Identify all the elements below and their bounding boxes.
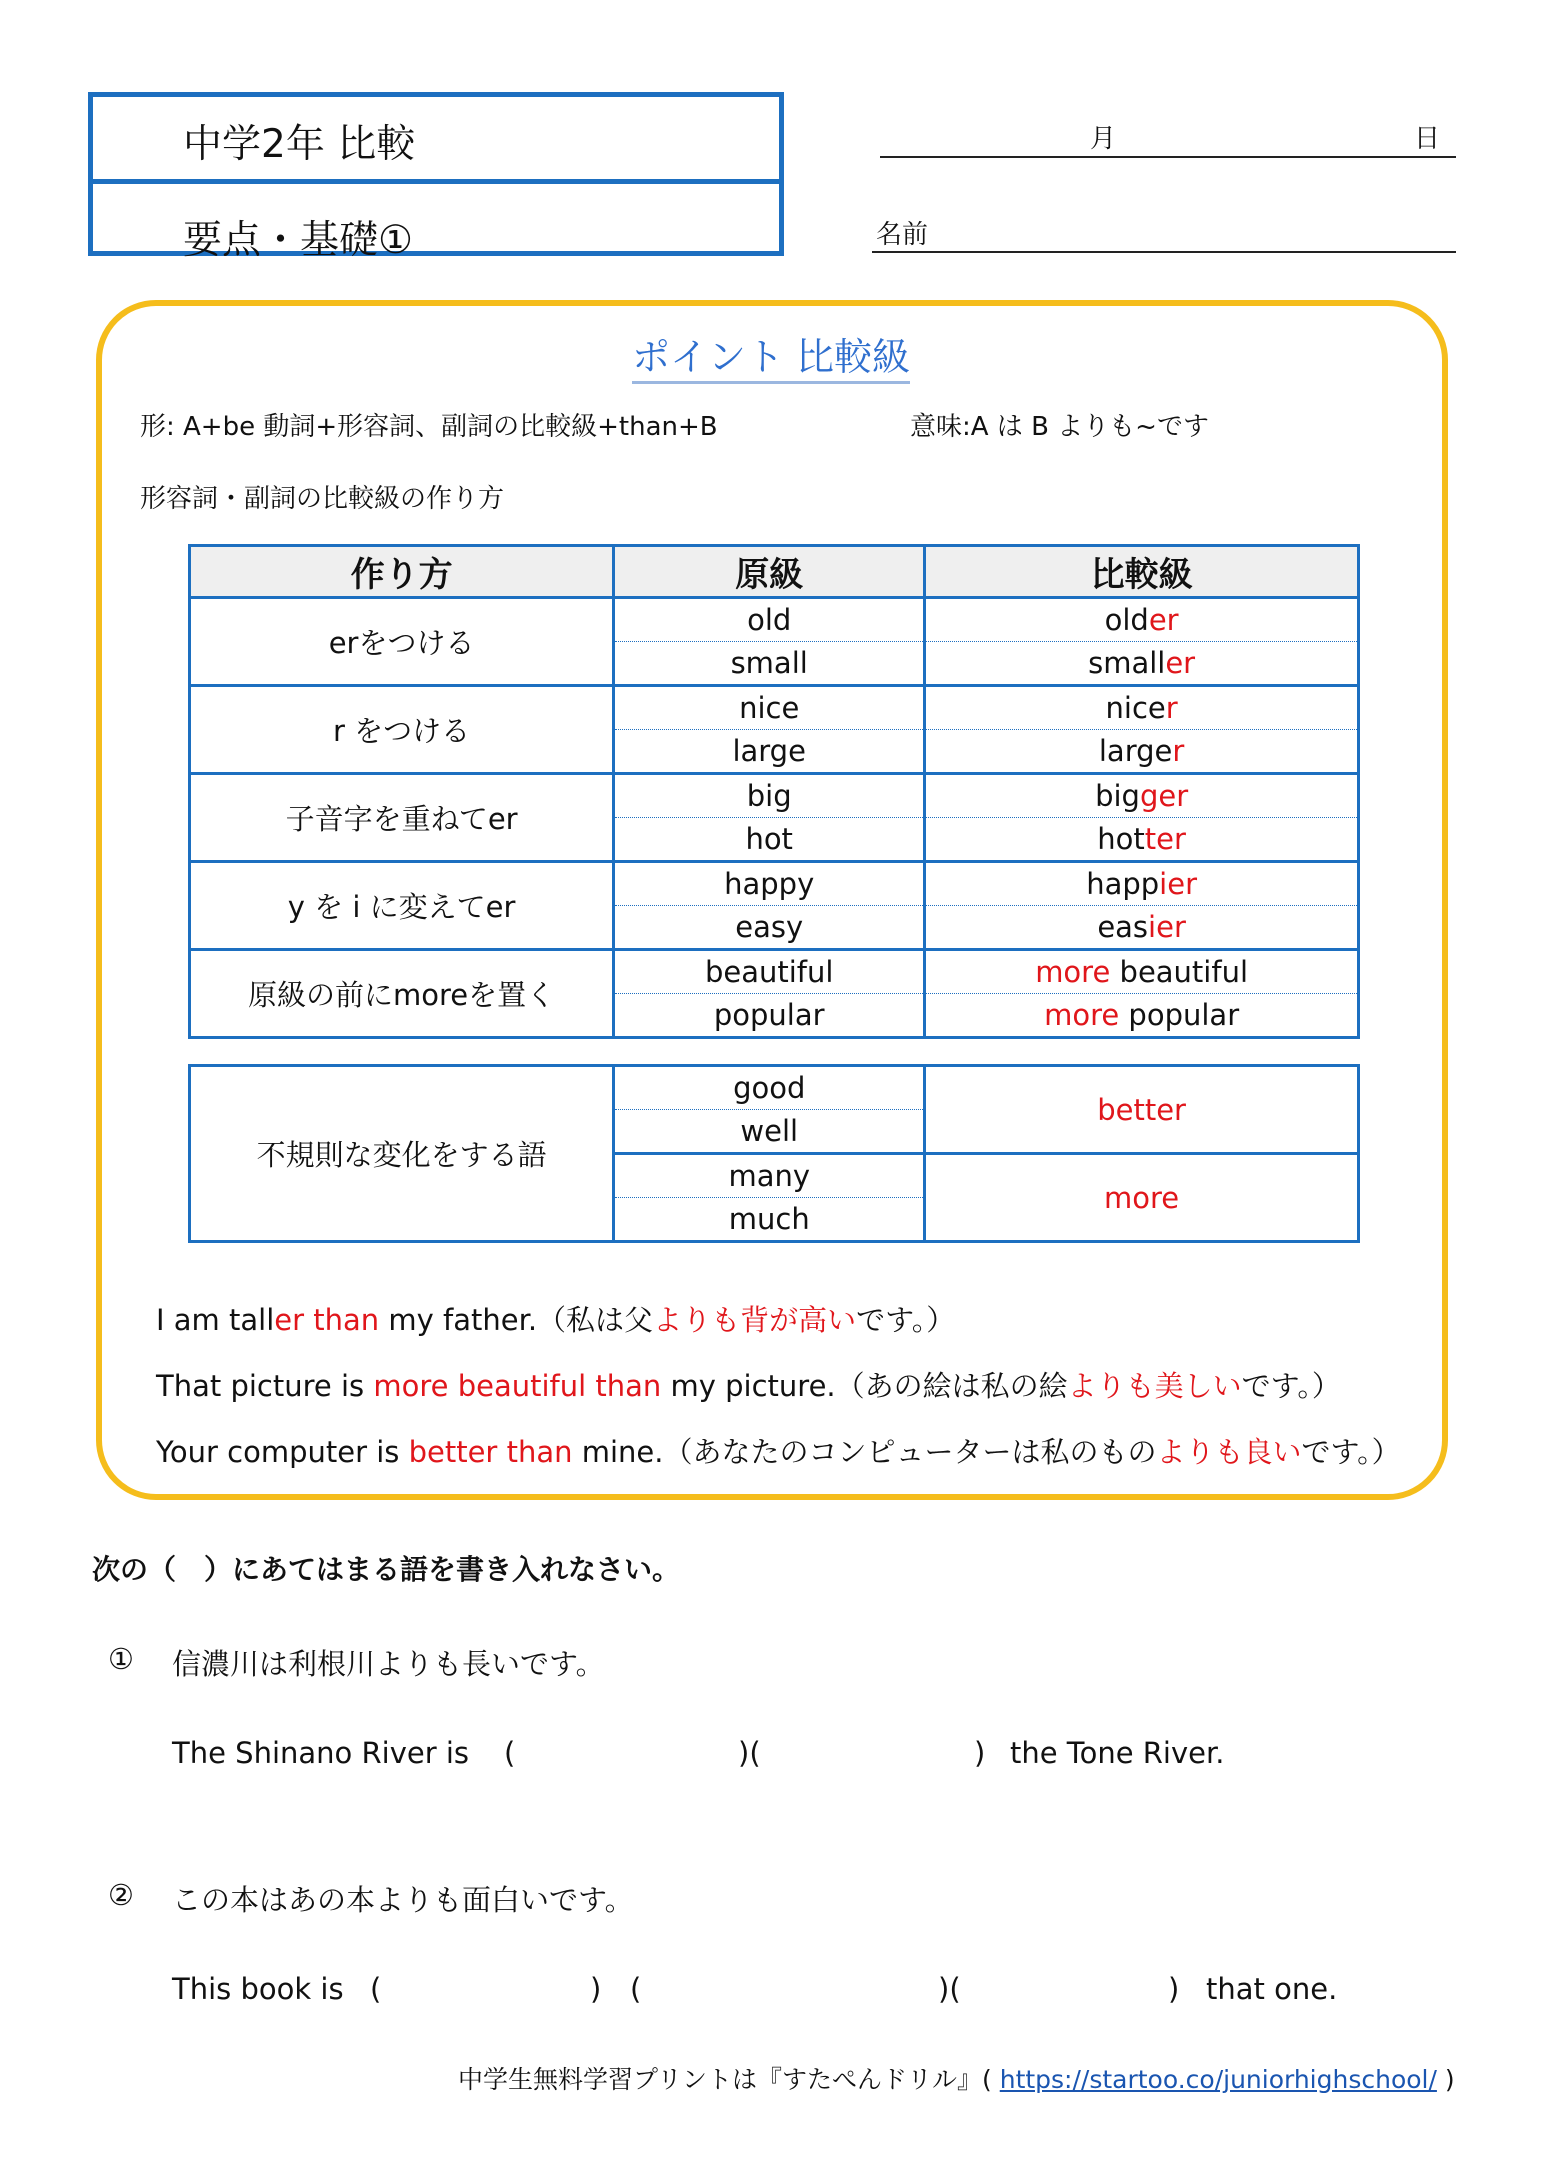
comparative-cell	[925, 642, 1359, 686]
irregular-result: more	[925, 1154, 1359, 1242]
comparative-suffix: r	[1165, 691, 1178, 725]
table-header-row	[190, 546, 1359, 598]
comparative-cell	[925, 686, 1359, 730]
day-label: 日	[1414, 124, 1441, 154]
base-form-cell: beautiful	[614, 950, 925, 994]
highlighted-text: よりも良い	[1156, 1435, 1302, 1469]
rule-cell: y を i に変えてer	[190, 862, 614, 950]
base-form-cell: big	[614, 774, 925, 818]
sentence-text: です。）	[856, 1303, 956, 1337]
comparative-suffix: ier	[1159, 867, 1197, 901]
highlighted-text: er than	[274, 1303, 380, 1337]
sentence-text: mine.（あなたのコンピューターは私のもの	[572, 1435, 1157, 1469]
question-japanese: 信濃川は利根川よりも長いです。	[172, 1647, 605, 1681]
title-box	[88, 92, 784, 263]
irregular-table	[188, 1064, 1360, 1243]
blank-close: )	[974, 1736, 986, 1770]
base-form-cell: hot	[614, 818, 925, 862]
exercise-instruction: 次の（ ）にあてはまる語を書き入れなさい。	[92, 1553, 681, 1586]
comparative-stem: popular	[1119, 998, 1240, 1032]
form-line: 形: A+be 動詞+形容詞、副詞の比較級+than+B	[140, 412, 718, 442]
table-row	[190, 598, 1359, 642]
blank-open: (	[630, 1972, 642, 2006]
comparative-stem: big	[1095, 779, 1140, 813]
comparative-cell	[925, 950, 1359, 994]
blank-close: )	[590, 1972, 602, 2006]
example-sentence-3	[156, 1430, 1401, 1471]
footer	[458, 2060, 1455, 2096]
comparative-stem: eas	[1097, 910, 1149, 944]
point-title-text: ポイント 比較級	[632, 335, 910, 384]
question-english: This book is	[172, 1972, 344, 2006]
question-english: The Shinano River is	[172, 1736, 470, 1770]
irregular-base: much	[614, 1198, 925, 1242]
base-form-cell: small	[614, 642, 925, 686]
blank-close: )	[1168, 1972, 1180, 2006]
comparative-suffix: ger	[1139, 779, 1189, 813]
comparative-prefix: more	[1044, 998, 1120, 1032]
highlighted-text: よりも背が高い	[653, 1303, 857, 1337]
sentence-text: my picture.（あの絵は私の絵	[661, 1369, 1068, 1403]
irregular-base: many	[614, 1154, 925, 1198]
rule-cell: 原級の前にmoreを置く	[190, 950, 614, 1038]
month-label: 月	[1090, 124, 1117, 154]
table-row	[190, 950, 1359, 994]
table-row	[190, 774, 1359, 818]
comparative-cell	[925, 818, 1359, 862]
question-english-tail: the Tone River.	[1010, 1736, 1225, 1770]
example-sentence-1	[156, 1298, 955, 1339]
comparative-stem: beautiful	[1110, 955, 1249, 989]
footer-link[interactable]: https://startoo.co/juniorhighschool/	[999, 2065, 1437, 2094]
sentence-text: です。）	[1301, 1435, 1401, 1469]
comparative-suffix: er	[1148, 603, 1179, 637]
header-base: 原級	[614, 546, 925, 598]
sentence-text: I am tall	[156, 1303, 275, 1337]
question-japanese: この本はあの本よりも面白いです。	[172, 1883, 634, 1917]
base-form-cell: easy	[614, 906, 925, 950]
irregular-rule: 不規則な変化をする語	[190, 1066, 614, 1242]
comparative-cell	[925, 906, 1359, 950]
title-divider	[93, 179, 779, 184]
highlighted-text: よりも美しい	[1067, 1369, 1242, 1403]
comparative-stem: small	[1088, 646, 1166, 680]
blank-open: (	[370, 1972, 382, 2006]
table-row	[190, 686, 1359, 730]
comparative-suffix: ier	[1148, 910, 1186, 944]
comparative-cell	[925, 774, 1359, 818]
base-form-cell: happy	[614, 862, 925, 906]
rule-cell: erをつける	[190, 598, 614, 686]
worksheet-title: 中学2年 比較	[183, 122, 416, 167]
irregular-base: good	[614, 1066, 925, 1110]
worksheet-subtitle: 要点・基礎①	[183, 218, 413, 263]
header-howto: 作り方	[190, 546, 614, 598]
comparative-stem: nice	[1105, 691, 1166, 725]
blank-open: (	[504, 1736, 516, 1770]
question-english-tail: that one.	[1206, 1972, 1338, 2006]
sentence-text: my father.（私は父	[379, 1303, 654, 1337]
name-line	[872, 251, 1456, 253]
blank-separator: )(	[938, 1972, 961, 2006]
howto-heading: 形容詞・副詞の比較級の作り方	[140, 484, 505, 514]
comparative-suffix: ter	[1144, 822, 1186, 856]
example-sentence-2	[156, 1364, 1341, 1405]
comparative-stem: happ	[1086, 867, 1160, 901]
highlighted-text: better than	[408, 1435, 573, 1469]
table-row	[190, 1066, 1359, 1110]
comparative-stem: old	[1104, 603, 1149, 637]
table-row	[190, 862, 1359, 906]
comparative-cell	[925, 994, 1359, 1038]
meaning-line: 意味:A は B よりも~です	[910, 412, 1209, 442]
date-line	[880, 156, 1456, 158]
name-label: 名前	[876, 220, 929, 250]
header-comparative: 比較級	[925, 546, 1359, 598]
comparative-suffix: r	[1172, 734, 1185, 768]
sentence-text: です。）	[1241, 1369, 1341, 1403]
comparative-prefix: more	[1035, 955, 1111, 989]
base-form-cell: large	[614, 730, 925, 774]
comparative-stem: hot	[1097, 822, 1145, 856]
base-form-cell: old	[614, 598, 925, 642]
base-form-cell: popular	[614, 994, 925, 1038]
comparative-stem: large	[1098, 734, 1173, 768]
question-number: ①	[108, 1642, 134, 1676]
comparative-table	[188, 544, 1360, 1039]
question-number: ②	[108, 1878, 134, 1912]
footer-close: )	[1444, 2065, 1455, 2094]
blank-separator: )(	[738, 1736, 761, 1770]
rule-cell: r をつける	[190, 686, 614, 774]
footer-text: 中学生無料学習プリントは『すたぺんドリル』(	[458, 2065, 992, 2094]
comparative-cell	[925, 862, 1359, 906]
comparative-cell	[925, 730, 1359, 774]
highlighted-text: more beautiful than	[373, 1369, 662, 1403]
point-title	[0, 326, 1542, 381]
rule-cell: 子音字を重ねてer	[190, 774, 614, 862]
comparative-cell	[925, 598, 1359, 642]
comparative-suffix: er	[1165, 646, 1196, 680]
base-form-cell: nice	[614, 686, 925, 730]
sentence-text: Your computer is	[156, 1435, 409, 1469]
irregular-result: better	[925, 1066, 1359, 1154]
irregular-base: well	[614, 1110, 925, 1154]
sentence-text: That picture is	[156, 1369, 374, 1403]
